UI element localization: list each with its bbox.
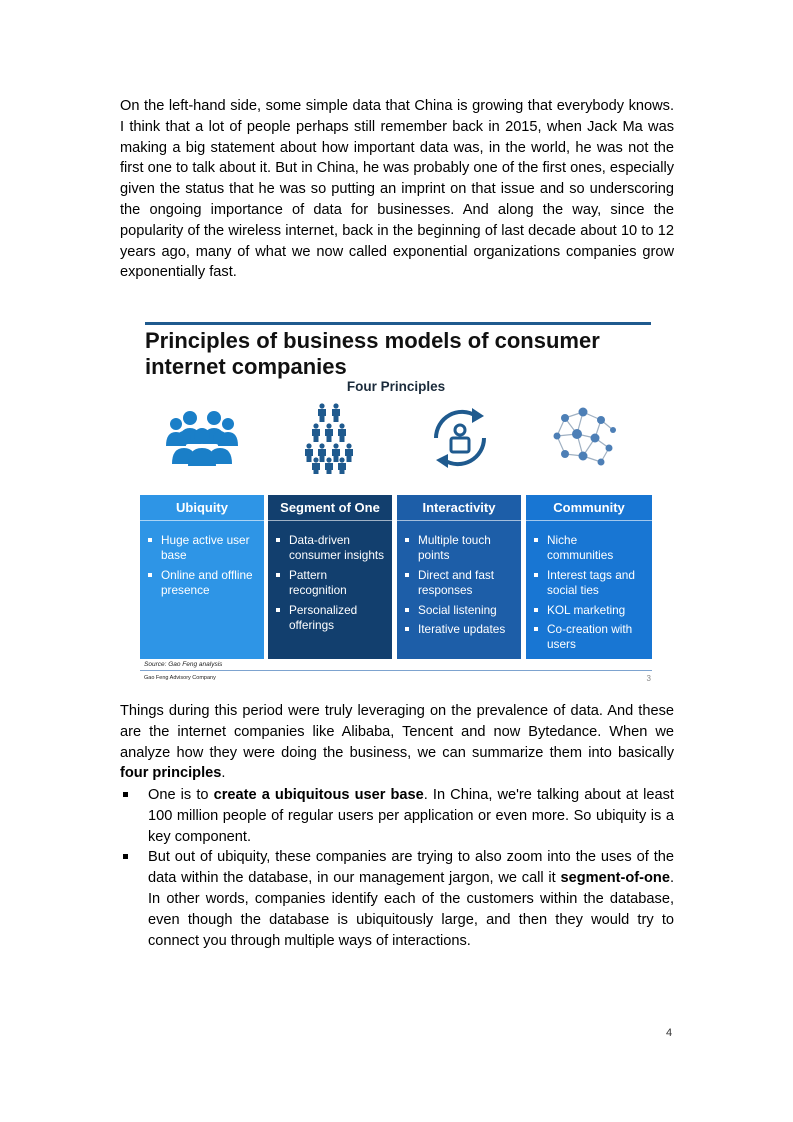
slide-title: Principles of business models of consumer internet companies (145, 328, 600, 379)
slide-subtitle: Four Principles (346, 379, 446, 394)
list-item: Data-driven consumer insights (276, 533, 386, 564)
column-ubiquity (140, 495, 264, 659)
user-cycle-icon (420, 402, 500, 474)
list-item: Huge active user base (148, 533, 258, 564)
bullet-list (120, 785, 674, 951)
intro-paragraph: On the left-hand side, some simple data that China is growing that everybody knows. I think that a lot of people perhaps still remember back in 2015, when Jack Ma was making a big statement about how important data was, in the world, he was not the first one to talk about it. But in China, he was probably one of the first ones, especially given the status that he was so putting an imprint on that issue and so underscoring the ongoing importance of data for businesses. And along the way, since the popularity of the wireless internet, back in the beginning of last decade about 10 to 12 years ago, many of what we now called exponential organizations companies grow exponentially fast. (120, 98, 674, 281)
page-number: 4 (666, 1027, 673, 1039)
column-header: Ubiquity (140, 495, 264, 521)
list-item: One is to create a ubiquitous user base. In China, we're talking about at least 100 million people of regular users per application or even more. So ubiquity is a key component. (120, 785, 674, 847)
slide-source: Source: Gao Feng analysis (144, 661, 223, 668)
crowd-icon (162, 402, 242, 474)
column-segment-of-one (268, 495, 392, 659)
list-item: KOL marketing (534, 603, 646, 618)
network-icon (543, 402, 623, 474)
individuals-grid-icon (290, 402, 370, 474)
list-item: Pattern recognition (276, 568, 386, 599)
body-paragraph: Things during this period were truly leveraging on the prevalence of data. And these are the internet companies like Alibaba, Tencent and now Bytedance. When we analyze how they were doing the business, we can summarize them into basically four principles. (120, 703, 674, 782)
bold-text: four principles (120, 765, 222, 782)
slide-footer-rule (140, 670, 652, 671)
column-header: Interactivity (397, 495, 521, 521)
column-header: Segment of One (268, 495, 392, 521)
list-item: Iterative updates (405, 622, 515, 637)
list-item: Social listening (405, 603, 515, 618)
column-community (526, 495, 652, 659)
list-item: Personalized offerings (276, 603, 386, 634)
list-item: But out of ubiquity, these companies are trying to also zoom into the uses of the data within the database, in our management jargon, we call it segment-of-one. In other words, companies identify each of the customers within the database, even though the database is ubiquitously large, and then they would try to connect you through multiple ways of interactions. (120, 847, 674, 951)
list-item: Co-creation with users (534, 622, 646, 653)
list-item: Multiple touch points (405, 533, 515, 564)
column-header: Community (526, 495, 652, 521)
list-item: Niche communities (534, 533, 646, 564)
slide-figure (140, 322, 652, 688)
list-item: Direct and fast responses (405, 568, 515, 599)
slide-footer: Gao Feng Advisory Company (144, 675, 216, 681)
slide-top-rule (145, 322, 651, 325)
column-interactivity (397, 495, 521, 659)
list-item: Online and offline presence (148, 568, 258, 599)
slide-page-number: 3 (646, 674, 651, 683)
list-item: Interest tags and social ties (534, 568, 646, 599)
